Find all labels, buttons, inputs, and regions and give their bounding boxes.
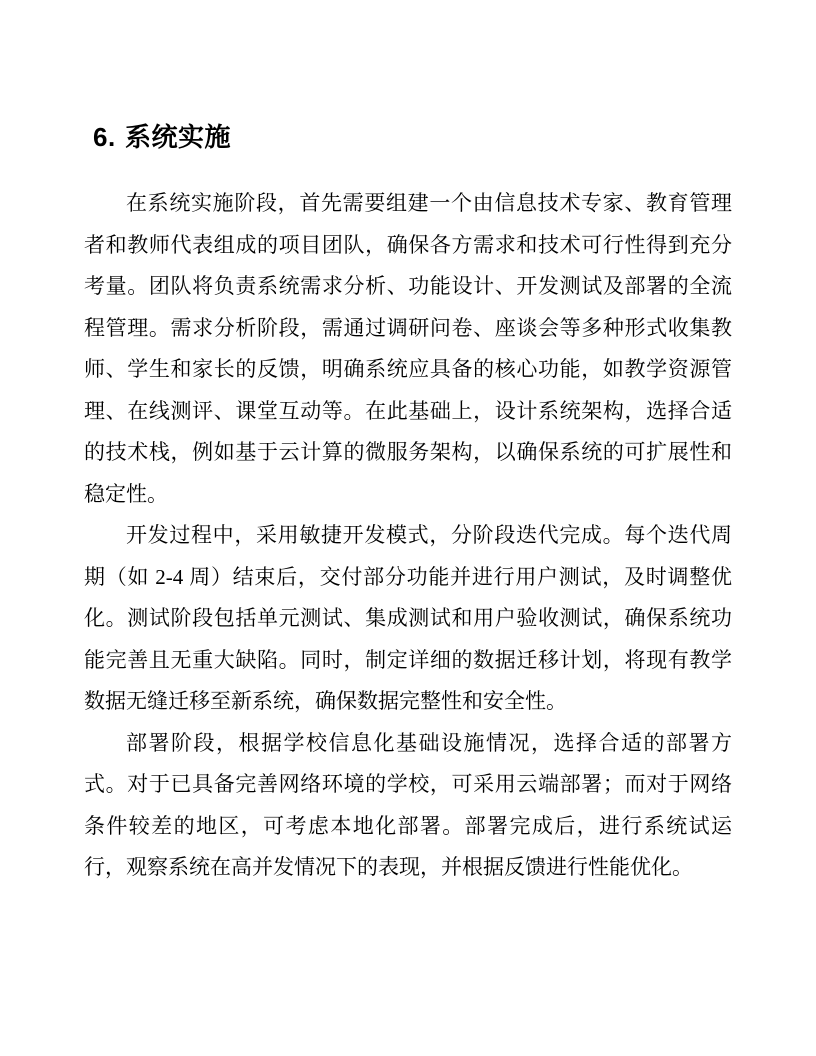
section-number: 6. bbox=[93, 122, 116, 152]
paragraph-implementation-team: 在系统实施阶段，首先需要组建一个由信息技术专家、教育管理者和教师代表组成的项目团队，确保各方需求和技术可行性得到充分考量。团队将负责系统需求分析、功能设计、开发测试及部署的全流程管理。需求分析阶段，需通过调研问卷、座谈会等多种形式收集教师、学生和家长的反馈，明确系统应具备的核心功能，如教学资源管理、在线测评、课堂互动等。在此基础上，设计系统架构，选择合适的技术栈，例如基于云计算的微服务架构，以确保系统的可扩展性和稳定性。 bbox=[84, 191, 732, 506]
paragraph-development-testing: 开发过程中，采用敏捷开发模式，分阶段迭代完成。每个迭代周期（如 2-4 周）结束后，交付部分功能并进行用户测试，及时调整优化。测试阶段包括单元测试、集成测试和用户验收测试，确保系统功能完善且无重大缺陷。同时，制定详细的数据迁移计划，将现有教学数据无缝迁移至新系统，确保数据完整性和安全性。 bbox=[84, 523, 732, 713]
section-body bbox=[84, 183, 732, 889]
section-title: 系统实施 bbox=[125, 122, 232, 152]
section-heading bbox=[84, 121, 732, 154]
paragraph-deployment: 部署阶段，根据学校信息化基础设施情况，选择合适的部署方式。对于已具备完善网络环境的学校，可采用云端部署；而对于网络条件较差的地区，可考虑本地化部署。部署完成后，进行系统试运行，观察系统在高并发情况下的表现，并根据反馈进行性能优化。 bbox=[84, 730, 732, 879]
